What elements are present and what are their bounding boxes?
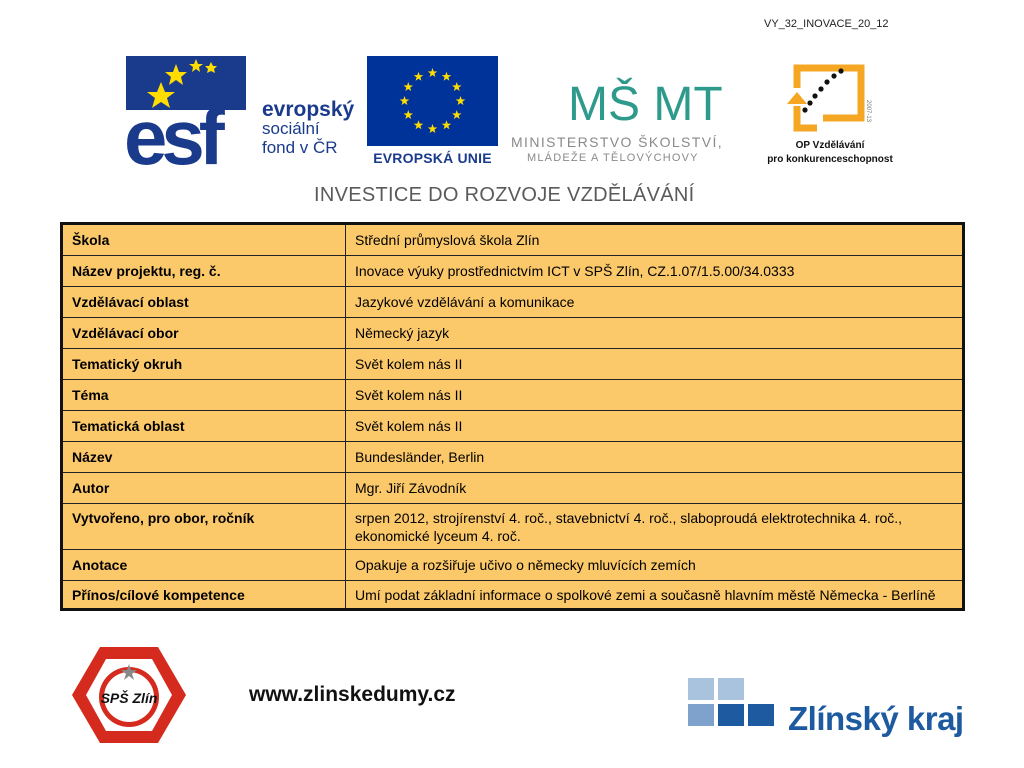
zlinsky-kraj-label: Zlínský kraj [788,700,964,737]
row-value: Mgr. Jiří Závodník [346,473,964,504]
row-value: Střední průmyslová škola Zlín [346,224,964,256]
table-row [62,224,964,256]
msmt-line-1: MINISTERSTVO ŠKOLSTVÍ, [511,134,724,150]
op-logo [783,58,875,138]
row-key: Škola [62,224,346,256]
esf-line-3: fond v ČR [262,138,338,157]
table-row [62,318,964,349]
msmt-mark: MŠ MT [568,78,723,131]
row-key: Název projektu, reg. č. [62,256,346,287]
table-row [62,287,964,318]
website-link[interactable]: www.zlinskedumy.cz [249,683,456,706]
esf-mark: esf [124,93,219,181]
eu-flag-logo [367,56,498,146]
row-key: Název [62,442,346,473]
row-value: Bundesländer, Berlin [346,442,964,473]
zlinsky-kraj-mark [688,678,776,738]
table-row [62,349,964,380]
row-value: srpen 2012, strojírenství 4. roč., stavebnictví 4. roč., slaboproudá elektrotechnika 4. roč., ekonomické lyceum 4. roč. [346,504,964,550]
esf-line-2: sociální [262,119,320,138]
table-row [62,581,964,610]
row-key: Autor [62,473,346,504]
row-value: Svět kolem nás II [346,349,964,380]
eu-label: EVROPSKÁ UNIE [373,150,492,166]
table-row [62,411,964,442]
table-row [62,256,964,287]
row-key: Tematická oblast [62,411,346,442]
row-value: Svět kolem nás II [346,380,964,411]
table-row [62,504,964,550]
table-row [62,380,964,411]
row-value: Německý jazyk [346,318,964,349]
slide-code: VY_32_INOVACE_20_12 [764,18,889,30]
metadata-table [60,222,965,611]
row-value: Jazykové vzdělávání a komunikace [346,287,964,318]
row-value: Svět kolem nás II [346,411,964,442]
row-key: Tematický okruh [62,349,346,380]
table-row [62,550,964,581]
esf-caption [262,100,354,157]
op-line-2: pro konkurenceschopnost [767,154,893,165]
sps-zlin-logo [70,645,188,745]
row-key: Téma [62,380,346,411]
row-value: Umí podat základní informace o spolkové zemi a současně hlavním městě Německa - Berlíně [346,581,964,610]
row-key: Vytvořeno, pro obor, ročník [62,504,346,550]
row-key: Vzdělávací oblast [62,287,346,318]
row-key: Anotace [62,550,346,581]
row-key: Přínos/cílové kompetence [62,581,346,610]
tagline: INVESTICE DO ROZVOJE VZDĚLÁVÁNÍ [314,184,695,206]
op-year-label: 2007-13 [865,100,871,123]
msmt-line-2: MLÁDEŽE A TĚLOVÝCHOVY [527,152,699,164]
esf-line-1: evropský [262,98,355,121]
sps-text: SPŠ Zlín [100,690,158,706]
table-row [62,473,964,504]
row-value: Opakuje a rozšiřuje učivo o německy mluvících zemích [346,550,964,581]
row-value: Inovace výuky prostřednictvím ICT v SPŠ Zlín, CZ.1.07/1.5.00/34.0333 [346,256,964,287]
row-key: Vzdělávací obor [62,318,346,349]
op-line-1: OP Vzdělávání [795,140,865,151]
table-row [62,442,964,473]
msmt-logo [566,50,723,140]
